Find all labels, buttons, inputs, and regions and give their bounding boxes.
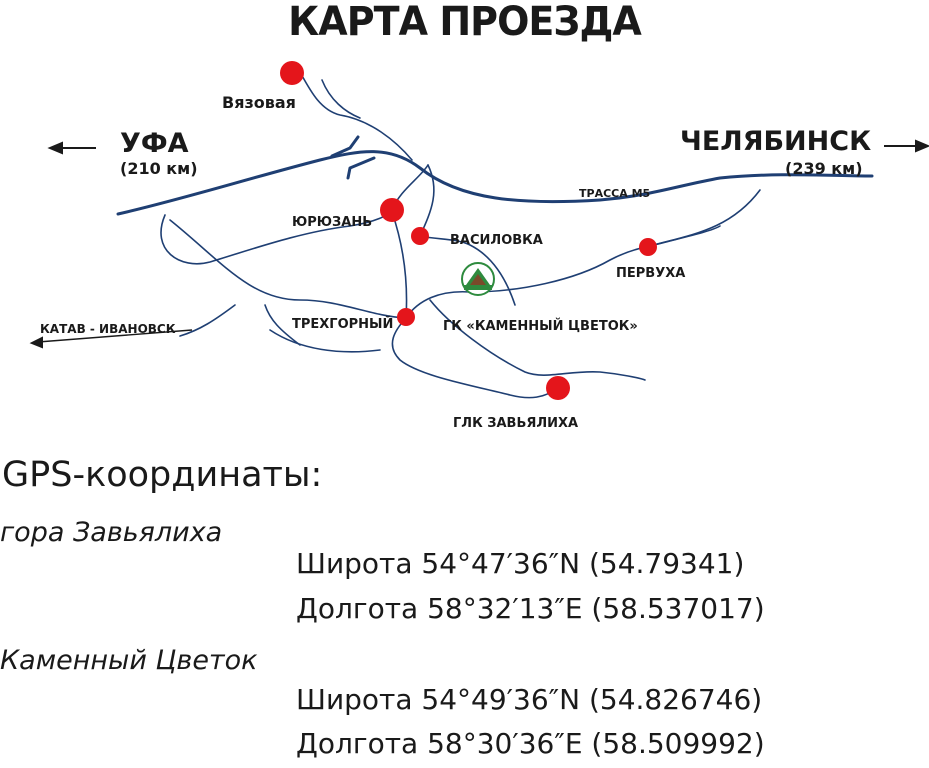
marker-vasilovka [411,227,429,245]
marker-pervukha [639,238,657,256]
gps-title: GPS-координаты: [2,455,323,495]
place-trekhgorny-label: ТРЕХГОРНЫЙ [292,317,394,332]
kamenny-longitude: Долгота 58°30′36″E (58.509992) [296,727,765,760]
city-ufa-distance: (210 км) [120,159,198,178]
place-vasilovka-label: ВАСИЛОВКА [450,233,543,248]
zavyalikha-longitude: Долгота 58°32′13″E (58.537017) [296,592,765,625]
marker-yuryuzan [380,198,404,222]
marker-trekhgorny [397,308,415,326]
marker-vyazovaya [280,61,304,85]
road-vyazovaya-north [322,80,360,118]
page-title: КАРТА ПРОЕЗДА [288,0,641,45]
katav-arrow-icon [32,338,42,347]
route-map [0,40,929,440]
place-zavyalikha-label: ГЛК ЗАВЬЯЛИХА [453,416,579,431]
highway-m5-road [118,152,872,214]
road-pervukha-east [650,190,760,246]
kamenny-tsvetok-logo-icon [462,263,494,295]
place-kamenny-label: ГК «КАМЕННЫЙ ЦВЕТОК» [443,319,638,334]
highway-label: ТРАССА М5 [579,187,651,200]
ramp-mark-2 [348,158,374,178]
place-vyazovaya-label: Вязовая [222,93,296,112]
location-name-zavyalikha: гора Завьялиха [0,517,223,548]
ufa-arrow-icon [50,143,62,153]
kamenny-latitude: Широта 54°49′36″N (54.826746) [296,683,763,716]
city-ufa-label: УФА [120,128,189,159]
road-katav [170,220,406,318]
chelyabinsk-arrow-icon [916,141,928,151]
location-name-kamenny: Каменный Цветок [0,645,258,676]
place-yuryuzan-label: ЮРЮЗАНЬ [292,215,373,230]
katav-label: КАТАВ - ИВАНОВСК [40,322,176,336]
road-zavyalikha [430,300,645,380]
road-trekhgorny-link [406,292,470,318]
road-yuryuzan-trekhgorny [392,212,407,318]
city-chelyabinsk-distance: (239 км) [785,159,863,178]
road-vasilovka [420,165,434,236]
place-pervukha-label: ПЕРВУХА [616,266,686,281]
zavyalikha-latitude: Широта 54°47′36″N (54.79341) [296,547,745,580]
marker-zavyalikha [546,376,570,400]
road-katav-west [180,305,235,336]
city-chelyabinsk-label: ЧЕЛЯБИНСК [680,126,872,157]
